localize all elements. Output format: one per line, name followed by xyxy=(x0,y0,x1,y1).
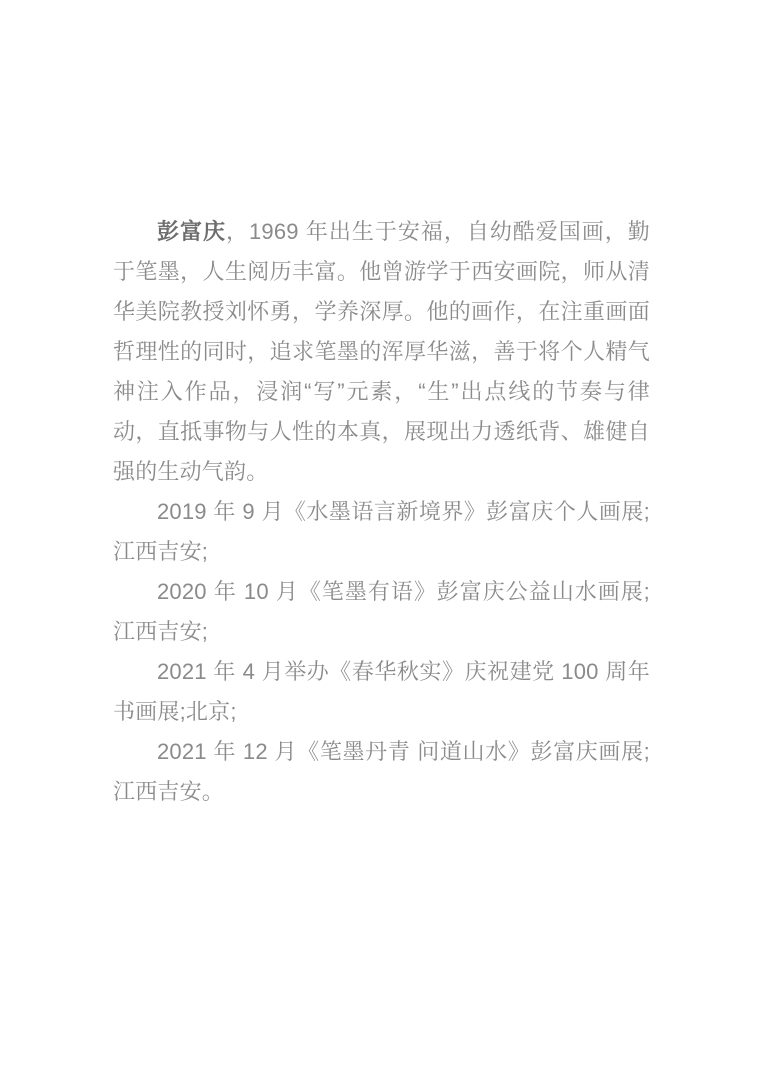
exhibition-entry-2019: 2019 年 9 月《水墨语言新境界》彭富庆个人画展;江西吉安; xyxy=(113,499,650,564)
artist-name: 彭富庆 xyxy=(157,219,226,244)
bio-paragraph xyxy=(113,212,650,492)
exhibition-entry-2021-apr: 2021 年 4 月举办《春华秋实》庆祝建党 100 周年书画展;北京; xyxy=(113,659,650,724)
bio-text: ，1969 年出生于安福，自幼酷爱国画，勤于笔墨，人生阅历丰富。他曾游学于西安画院，师从清华美院教授刘怀勇，学养深厚。他的画作，在注重画面哲理性的同时，追求笔墨的浑厚华滋，善于将个人精气神注入作品，浸润“写”元素，“生”出点线的节奏与律动，直抵事物与人性的本真，展现出力透纸背、雄健自强的生动气韵。 xyxy=(113,219,650,484)
exhibition-entry-2020: 2020 年 10 月《笔墨有语》彭富庆公益山水画展;江西吉安; xyxy=(113,579,650,644)
exhibition-entry-2021-dec: 2021 年 12 月《笔墨丹青 问道山水》彭富庆画展;江西吉安。 xyxy=(113,739,650,804)
